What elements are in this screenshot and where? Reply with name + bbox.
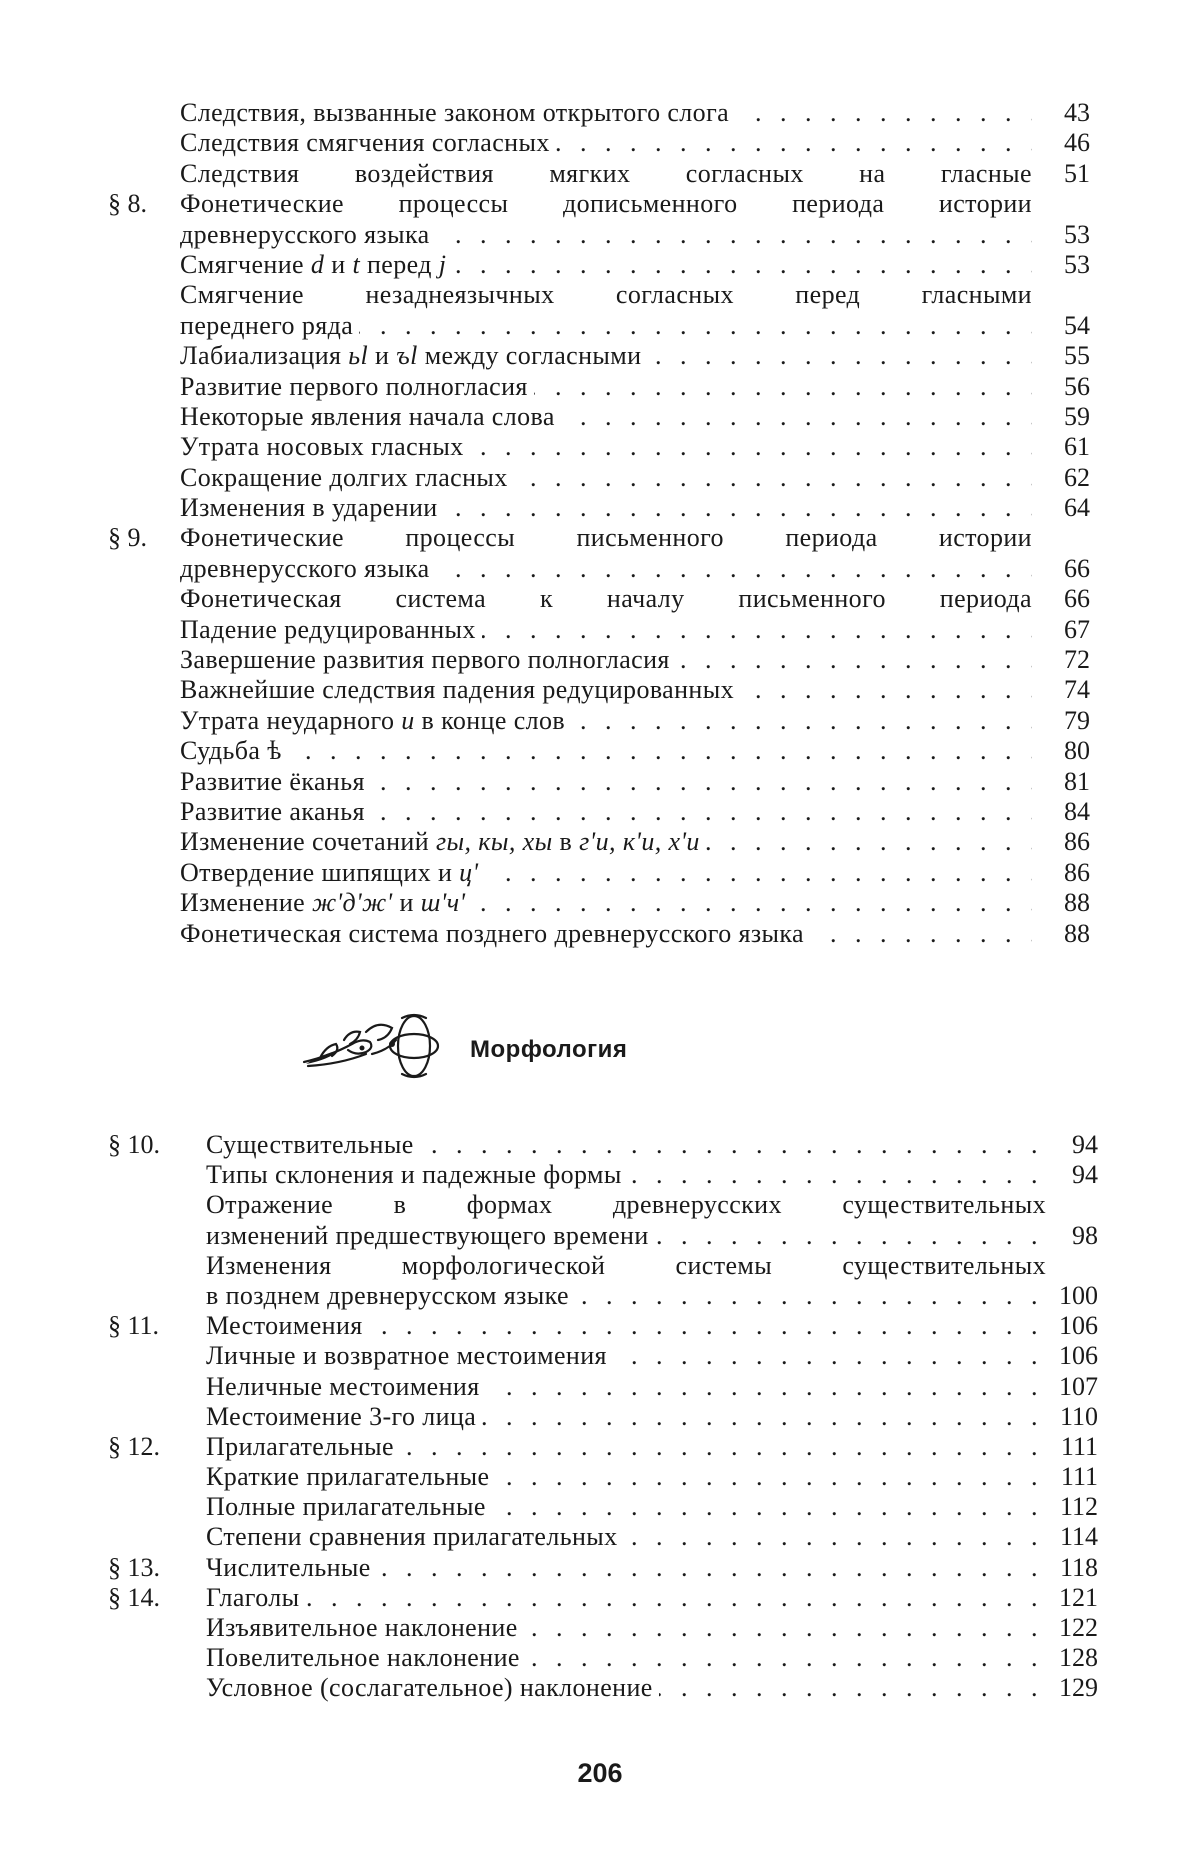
toc-entry-text: Существительные bbox=[206, 1130, 420, 1159]
toc-entry bbox=[0, 1553, 1200, 1583]
toc-entry bbox=[0, 1221, 1200, 1251]
toc-entry-page: 43 bbox=[1064, 98, 1090, 127]
toc-entry bbox=[0, 1432, 1200, 1462]
toc-entry-title bbox=[180, 493, 1032, 523]
toc-entry bbox=[0, 797, 1200, 827]
toc-entry-text: Изменение ж'д'ж' и ш'ч' bbox=[180, 888, 472, 917]
toc-entry-title bbox=[206, 1432, 1046, 1462]
toc-entry-text: Следствия, вызванные законом открытого слога bbox=[180, 98, 735, 127]
toc-entry-text: древнерусского языка bbox=[180, 554, 436, 583]
toc-entry bbox=[0, 645, 1200, 675]
toc-entry bbox=[0, 1372, 1200, 1402]
toc-entry-title bbox=[206, 1130, 1046, 1160]
toc-entry-page: 80 bbox=[1064, 736, 1090, 766]
toc-entry bbox=[0, 584, 1200, 614]
toc-entry-title bbox=[180, 675, 1032, 705]
toc-entry-page: 64 bbox=[1064, 493, 1090, 523]
toc-entry-text: Некоторые явления начала слова bbox=[180, 402, 561, 431]
toc-entry-text: Лабиализация ьl и ъl между согласными bbox=[180, 341, 647, 370]
toc-entry bbox=[0, 1522, 1200, 1552]
toc-entry-text: Смягчение d и t перед j bbox=[180, 250, 452, 279]
toc-entry-text: Условное (сослагательное) наклонение bbox=[206, 1673, 659, 1702]
toc-entry-page: 86 bbox=[1064, 857, 1090, 887]
toc-entry bbox=[0, 1643, 1200, 1673]
toc-entry-page: 46 bbox=[1064, 128, 1090, 158]
toc-entry-page: 118 bbox=[1059, 1552, 1098, 1582]
toc-entry-text: Отвердение шипящих и ц' bbox=[180, 858, 485, 887]
toc-entry-title: Фонетические процессы дописьменного периода истории bbox=[180, 189, 1032, 219]
toc-entry-title bbox=[180, 615, 1032, 645]
toc-entry-page: 110 bbox=[1059, 1401, 1098, 1431]
toc-entry-page: 121 bbox=[1059, 1582, 1098, 1612]
toc-entry-page: 62 bbox=[1064, 462, 1090, 492]
toc-entry bbox=[0, 736, 1200, 766]
toc-entry-text: Утрата носовых гласных bbox=[180, 432, 470, 461]
toc-entry bbox=[0, 523, 1200, 553]
toc-entry-title bbox=[180, 220, 1032, 250]
toc-entry-text: Фонетическая система позднего древнерусского языка bbox=[180, 919, 810, 948]
toc-entry-title bbox=[180, 888, 1032, 918]
toc-entry bbox=[0, 1281, 1200, 1311]
toc-entry-title bbox=[206, 1613, 1046, 1643]
toc-entry bbox=[0, 341, 1200, 371]
toc-entry-page: 111 bbox=[1060, 1462, 1098, 1492]
toc-entry-text: Изменения в ударении bbox=[180, 493, 444, 522]
toc-entry-title bbox=[206, 1341, 1046, 1371]
toc-entry-page: 106 bbox=[1059, 1341, 1098, 1371]
toc-entry-title bbox=[180, 341, 1032, 371]
toc-entry-page: 67 bbox=[1064, 614, 1090, 644]
toc-entry bbox=[0, 250, 1200, 280]
toc-entry-text: Развитие ёканья bbox=[180, 767, 371, 796]
toc-entry-title bbox=[180, 311, 1032, 341]
section-number: § 12. bbox=[108, 1431, 160, 1461]
toc-entry-title bbox=[206, 1160, 1046, 1190]
toc-entry-page: 72 bbox=[1064, 645, 1090, 675]
toc-entry-page: 94 bbox=[1072, 1130, 1098, 1159]
toc-entry-title bbox=[206, 1311, 1046, 1341]
toc-entry bbox=[0, 311, 1200, 341]
toc-entry bbox=[0, 493, 1200, 523]
toc-entry-title bbox=[180, 402, 1032, 432]
toc-entry-text: Личные и возвратное местоимения bbox=[206, 1341, 613, 1370]
toc-entry bbox=[0, 1130, 1200, 1160]
toc-entry-text: Прилагательные bbox=[206, 1432, 400, 1461]
toc-entry bbox=[0, 1583, 1200, 1613]
section-number: § 13. bbox=[108, 1552, 160, 1582]
toc-entry-page: 66 bbox=[1064, 553, 1090, 583]
toc-entry-title bbox=[180, 98, 1032, 128]
toc-entry bbox=[0, 432, 1200, 462]
toc-entry-text: переднего ряда bbox=[180, 311, 359, 340]
toc-entry-text: Местоимение 3-го лица bbox=[206, 1402, 482, 1431]
toc-entry-text: Глаголы bbox=[206, 1583, 306, 1612]
toc-entry-text: Судьба ѣ bbox=[180, 736, 288, 765]
toc-entry-title: Следствия воздействия мягких согласных на гласные bbox=[180, 158, 1032, 188]
section-heading bbox=[300, 1010, 740, 1080]
toc-entry-page: 98 bbox=[1072, 1220, 1098, 1250]
toc-entry-title bbox=[180, 767, 1032, 797]
toc-entry-page: 111 bbox=[1060, 1431, 1098, 1461]
toc-entry-title bbox=[206, 1522, 1046, 1552]
section-number: § 8. bbox=[108, 189, 147, 219]
toc-entry-text: Развитие аканья bbox=[180, 797, 371, 826]
toc-entry bbox=[0, 615, 1200, 645]
toc-entry-title bbox=[180, 736, 1032, 766]
toc-entry-page: 129 bbox=[1059, 1673, 1098, 1703]
toc-entry-title bbox=[206, 1583, 1046, 1613]
toc-entry-text: Важнейшие следствия падения редуцированных bbox=[180, 675, 740, 704]
toc-entry-title bbox=[180, 250, 1032, 280]
toc-entry-text: Краткие прилагательные bbox=[206, 1462, 496, 1491]
toc-entry-page: 53 bbox=[1064, 219, 1090, 249]
toc-entry bbox=[0, 1160, 1200, 1190]
toc-entry bbox=[0, 463, 1200, 493]
toc-entry bbox=[0, 1341, 1200, 1371]
toc-entry bbox=[0, 919, 1200, 949]
toc-entry-page: 112 bbox=[1059, 1492, 1098, 1522]
toc-entry-text: Завершение развития первого полногласия bbox=[180, 645, 676, 674]
toc-entry-title bbox=[180, 128, 1032, 158]
toc-entry-text: Следствия смягчения согласных bbox=[180, 128, 556, 157]
toc-entry-page: 59 bbox=[1064, 401, 1090, 431]
toc-entry-text: Неличные местоимения bbox=[206, 1372, 486, 1401]
toc-entry bbox=[0, 1311, 1200, 1341]
toc-morphology-section bbox=[0, 1130, 1200, 1704]
morphology-heading: Морфология bbox=[470, 1036, 628, 1063]
toc-entry bbox=[0, 1673, 1200, 1703]
toc-entry-page: 88 bbox=[1064, 918, 1090, 948]
toc-entry-page: 107 bbox=[1059, 1371, 1098, 1401]
toc-entry-title bbox=[206, 1553, 1046, 1583]
toc-entry-page: 79 bbox=[1064, 705, 1090, 735]
floral-ornament-icon bbox=[300, 1010, 460, 1080]
toc-entry-page: 106 bbox=[1059, 1311, 1098, 1341]
toc-entry-page: 84 bbox=[1064, 796, 1090, 826]
toc-entry-page: 100 bbox=[1059, 1280, 1098, 1310]
toc-entry-page: 114 bbox=[1059, 1522, 1098, 1552]
section-number: § 11. bbox=[108, 1311, 160, 1341]
toc-entry-page: 55 bbox=[1064, 341, 1090, 371]
toc-entry-page: 128 bbox=[1059, 1643, 1098, 1673]
toc-entry-text: Степени сравнения прилагательных bbox=[206, 1522, 624, 1551]
toc-entry-page: 51 bbox=[1064, 158, 1090, 188]
toc-entry-text: Полные прилагательные bbox=[206, 1492, 492, 1521]
toc-entry-text: Местоимения bbox=[206, 1311, 369, 1340]
toc-entry-page: 54 bbox=[1064, 310, 1090, 340]
toc-entry-title bbox=[180, 919, 1032, 949]
toc-entry-title bbox=[180, 372, 1032, 402]
toc-entry-page: 94 bbox=[1072, 1160, 1098, 1190]
toc-entry-page: 122 bbox=[1059, 1613, 1098, 1642]
toc-entry bbox=[0, 1251, 1200, 1281]
toc-entry bbox=[0, 888, 1200, 918]
toc-entry bbox=[0, 372, 1200, 402]
toc-entry bbox=[0, 767, 1200, 797]
toc-entry-page: 88 bbox=[1064, 888, 1090, 918]
toc-entry bbox=[0, 706, 1200, 736]
toc-entry-title bbox=[206, 1462, 1046, 1492]
toc-entry-text: Изъявительное наклонение bbox=[206, 1613, 524, 1642]
toc-entry bbox=[0, 858, 1200, 888]
toc-entry bbox=[0, 280, 1200, 310]
toc-entry-title: Отражение в формах древнерусских существительных bbox=[206, 1190, 1046, 1220]
toc-entry-title: Фонетическая система к началу письменного периода bbox=[180, 584, 1032, 614]
toc-entry-page: 66 bbox=[1064, 584, 1090, 614]
toc-entry-title bbox=[206, 1281, 1046, 1311]
toc-entry-title bbox=[180, 432, 1032, 462]
toc-entry-title: Смягчение незаднеязычных согласных перед гласными bbox=[180, 280, 1032, 310]
toc-entry-title bbox=[180, 463, 1032, 493]
toc-entry-page: 53 bbox=[1064, 249, 1090, 279]
toc-entry-title bbox=[206, 1402, 1046, 1432]
toc-entry bbox=[0, 98, 1200, 128]
toc-entry-title: Фонетические процессы письменного периода истории bbox=[180, 523, 1032, 553]
toc-entry-text: Развитие первого полногласия bbox=[180, 372, 534, 401]
toc-entry bbox=[0, 1613, 1200, 1643]
toc-entry bbox=[0, 827, 1200, 857]
toc-entry bbox=[0, 1190, 1200, 1220]
toc-phonetics-section bbox=[0, 98, 1200, 949]
toc-entry bbox=[0, 220, 1200, 250]
toc-entry-title bbox=[180, 554, 1032, 584]
toc-entry-title bbox=[180, 858, 1032, 888]
toc-entry bbox=[0, 159, 1200, 189]
toc-entry-text: Числительные bbox=[206, 1553, 377, 1582]
section-number: § 10. bbox=[108, 1130, 160, 1159]
toc-entry-title bbox=[206, 1372, 1046, 1402]
toc-entry-text: Сокращение долгих гласных bbox=[180, 463, 514, 492]
toc-entry-title bbox=[180, 645, 1032, 675]
toc-entry-title bbox=[206, 1492, 1046, 1522]
toc-entry-title bbox=[206, 1643, 1046, 1673]
toc-entry bbox=[0, 675, 1200, 705]
toc-entry-title bbox=[206, 1673, 1046, 1703]
toc-entry-title: Изменения морфологической системы существительных bbox=[206, 1250, 1046, 1280]
toc-entry-page: 74 bbox=[1064, 675, 1090, 705]
toc-entry-page: 61 bbox=[1064, 432, 1090, 462]
toc-entry bbox=[0, 1402, 1200, 1432]
toc-entry-page: 86 bbox=[1064, 827, 1090, 857]
section-number: § 14. bbox=[108, 1582, 160, 1612]
toc-entry bbox=[0, 554, 1200, 584]
toc-entry-page: 56 bbox=[1064, 371, 1090, 401]
toc-entry bbox=[0, 189, 1200, 219]
toc-entry-page: 81 bbox=[1064, 766, 1090, 796]
toc-entry bbox=[0, 1462, 1200, 1492]
toc-entry-text: Утрата неударного и в конце слов bbox=[180, 706, 571, 735]
toc-entry-text: в позднем древнерусском языке bbox=[206, 1281, 575, 1310]
toc-entry-text: Падение редуцированных bbox=[180, 615, 482, 644]
page-number: 206 bbox=[577, 1758, 623, 1788]
toc-entry-text: древнерусского языка bbox=[180, 220, 436, 249]
toc-entry-text: Типы склонения и падежные формы bbox=[206, 1160, 628, 1189]
toc-entry-title bbox=[180, 827, 1032, 857]
toc-entry-text: Изменение сочетаний гы, кы, хы в г'и, к'и, х'и bbox=[180, 827, 706, 856]
toc-entry-text: изменений предшествующего времени bbox=[206, 1221, 655, 1250]
toc-entry bbox=[0, 402, 1200, 432]
toc-entry-title bbox=[180, 797, 1032, 827]
toc-entry bbox=[0, 1492, 1200, 1522]
section-number: § 9. bbox=[108, 523, 147, 553]
toc-entry-text: Повелительное наклонение bbox=[206, 1643, 526, 1672]
toc-entry bbox=[0, 128, 1200, 158]
toc-entry-title bbox=[206, 1221, 1046, 1251]
toc-entry-title bbox=[180, 706, 1032, 736]
